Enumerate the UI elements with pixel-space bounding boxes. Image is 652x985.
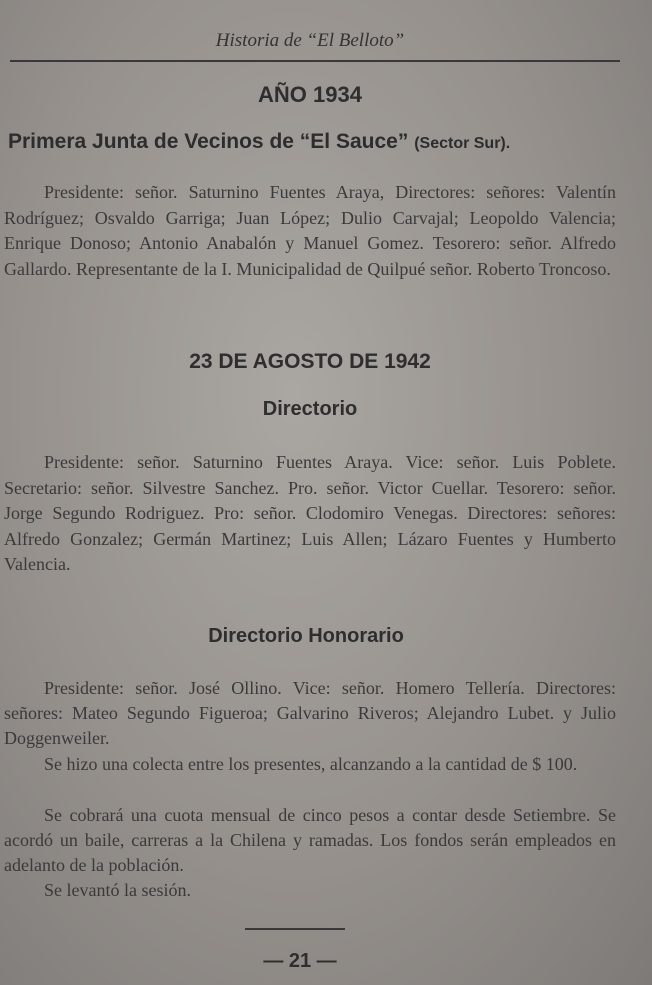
directorio-honorario-heading: Directorio Honorario (208, 625, 404, 647)
paragraph-text: Presidente: señor. Saturnino Fuentes Araya, Directores: señores: Valentín Rodríguez; Osvaldo Garriga; Juan López; Dulio Carvajal; Leopoldo Valencia; Enrique Donoso; Antonio Anabalón y Manuel Gomez. Tesorero: señor. Alfredo Gallardo. Representante de la I. Municipalidad de Quilpué señor. Roberto Troncoso. (4, 182, 616, 279)
section-title-main: Primera Junta de Vecinos de “El Sauce” (8, 130, 409, 153)
running-head: Historia de “El Belloto” (215, 30, 405, 51)
paragraph-colecta (4, 752, 616, 777)
paragraph-text: Se cobrará una cuota mensual de cinco pesos a contar desde Setiembre. Se acordó un baile, carreras a la Chilena y ramadas. Los fondos serán empleados en adelanto de la población. (4, 805, 616, 875)
header-rule (10, 60, 620, 62)
paragraph-text: Presidente: señor. Saturnino Fuentes Araya. Vice: señor. Luis Poblete. Secretario: señor. Silvestre Sanchez. Pro. señor. Victor Cuellar. Tesorero: señor. Jorge Segundo Rodriguez. Pro: señor. Clodomiro Venegas. Directores: señores: Alfredo Gonzalez; Germán Martinez; Luis Allen; Lázaro Fuentes y Humberto Valencia. (4, 452, 616, 574)
paragraph-directorio-honorario (4, 676, 616, 751)
section-title (8, 130, 628, 154)
date-heading: 23 DE AGOSTO DE 1942 (189, 350, 431, 373)
paragraph-text: Presidente: señor. José Ollino. Vice: señor. Homero Tellería. Directores: señores: Mateo Segundo Figueroa; Galvarino Riveros; Alejandro Lubet. y Julio Doggenweiler. (4, 678, 616, 748)
paragraph-directorio (4, 450, 616, 578)
paragraph-text: Se levantó la sesión. (44, 880, 191, 900)
section-title-sub: (Sector Sur). (414, 135, 511, 152)
year-heading: AÑO 1934 (258, 82, 362, 107)
paragraph-cuota (4, 803, 616, 878)
closing-rule (245, 928, 345, 930)
page-number: — 21 — (263, 950, 337, 972)
paragraph-cierre (4, 878, 616, 903)
paragraph-text: Se hizo una colecta entre los presentes, alcanzando a la cantidad de $ 100. (44, 754, 578, 774)
paragraph-junta-1934 (4, 180, 616, 282)
directorio-heading: Directorio (262, 398, 358, 420)
